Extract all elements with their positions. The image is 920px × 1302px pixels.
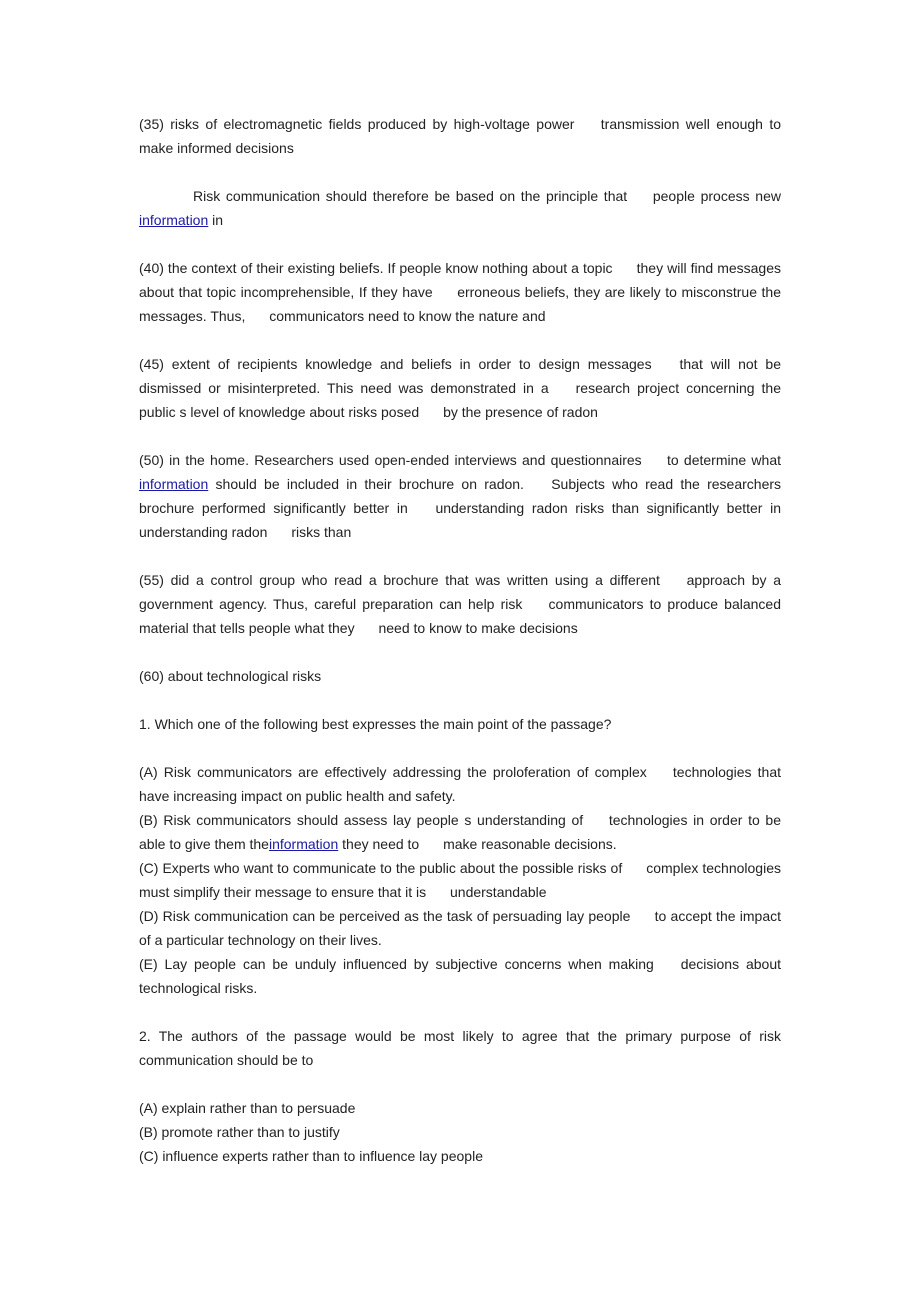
text-run: people process new <box>652 188 781 204</box>
option-c <box>139 856 781 904</box>
text-run: decisions about technological risks. <box>139 956 781 996</box>
option-a <box>139 760 781 808</box>
text-run: erroneous beliefs, they are likely to misconstrue the messages. Thus, <box>139 284 782 324</box>
information-link[interactable]: information <box>139 212 209 228</box>
text-run: to accept the impact of a particular technology on their lives. <box>139 908 781 948</box>
information-link[interactable]: information <box>268 836 339 852</box>
text-run: they need to <box>342 836 420 852</box>
question-1-options <box>139 760 781 1000</box>
text-run: in <box>212 212 224 228</box>
document-page <box>139 112 781 1168</box>
text-run: (E) Lay people can be unduly influenced by subjective concerns when making <box>139 956 654 972</box>
text-run: (B) Risk communicators should assess lay people s understanding of <box>139 812 584 828</box>
text-run: (50) in the home. Researchers used open-ended interviews and questionnaires <box>139 452 642 468</box>
question-1: 1. Which one of the following best expresses the main point of the passage? <box>139 716 612 732</box>
option-d <box>139 904 781 952</box>
text-run: understanding radon risks than significantly better in understanding radon <box>139 500 782 540</box>
text-run: (A) Risk communicators are effectively addressing the proloferation of complex <box>139 764 647 780</box>
paragraph-50 <box>139 448 781 544</box>
text-run: should be included in their brochure on radon. <box>215 476 524 492</box>
text-run: by the presence of radon <box>443 404 598 420</box>
text-run: (D) Risk communication can be perceived as the task of persuading lay people <box>139 908 631 924</box>
question-2-options <box>139 1096 781 1168</box>
text-run: (40) the context of their existing beliefs. If people know nothing about a topic <box>139 260 613 276</box>
paragraph-55 <box>139 568 781 640</box>
text-run: transmission well enough to make informed decisions <box>139 116 782 156</box>
text-run: (45) extent of recipients knowledge and beliefs in order to design messages <box>139 356 652 372</box>
text-run: risks than <box>291 524 352 540</box>
text-run: to determine what <box>666 452 782 468</box>
option-a: (A) explain rather than to persuade <box>139 1100 356 1116</box>
text-run: technologies in order to be able to give them the <box>139 812 782 852</box>
option-c: (C) influence experts rather than to influence lay people <box>139 1148 483 1164</box>
text-run: Risk communication should therefore be based on the principle that <box>193 188 628 204</box>
text-run: need to know to make decisions <box>378 620 578 636</box>
text-run: (C) Experts who want to communicate to the public about the possible risks of <box>139 860 623 876</box>
paragraph-40 <box>139 256 781 328</box>
text-run: make reasonable decisions. <box>443 836 617 852</box>
text-run: communicators need to know the nature and <box>269 308 546 324</box>
text-run: (35) risks of electromagnetic fields produced by high-voltage power <box>139 116 575 132</box>
option-b <box>139 808 781 856</box>
question-2: 2. The authors of the passage would be most likely to agree that the primary purpose of risk communication should be to <box>139 1028 781 1068</box>
text-run: Subjects who read the researchers brochure performed significantly better in <box>139 476 782 516</box>
text-run: understandable <box>450 884 547 900</box>
text-run: (55) did a control group who read a brochure that was written using a different <box>139 572 660 588</box>
paragraph-45 <box>139 352 781 424</box>
paragraph-risk-communication <box>139 184 781 232</box>
text-run: they will find messages about that topic incomprehensible, If they have <box>139 260 782 300</box>
paragraph-35 <box>139 112 781 160</box>
option-b: (B) promote rather than to justify <box>139 1124 340 1140</box>
text-run: communicators to produce balanced material that tells people what they <box>139 596 782 636</box>
text-run: technologies that have increasing impact on public health and safety. <box>139 764 782 804</box>
paragraph-60: (60) about technological risks <box>139 668 322 684</box>
text-run: that will not be dismissed or misinterpreted. This need was demonstrated in a <box>139 356 782 396</box>
text-run: complex technologies must simplify their message to ensure that it is <box>139 860 781 900</box>
option-e <box>139 952 781 1000</box>
text-run: research project concerning the public s level of knowledge about risks posed <box>139 380 782 420</box>
text-run: approach by a government agency. Thus, careful preparation can help risk <box>139 572 782 612</box>
information-link[interactable]: information <box>139 476 209 492</box>
